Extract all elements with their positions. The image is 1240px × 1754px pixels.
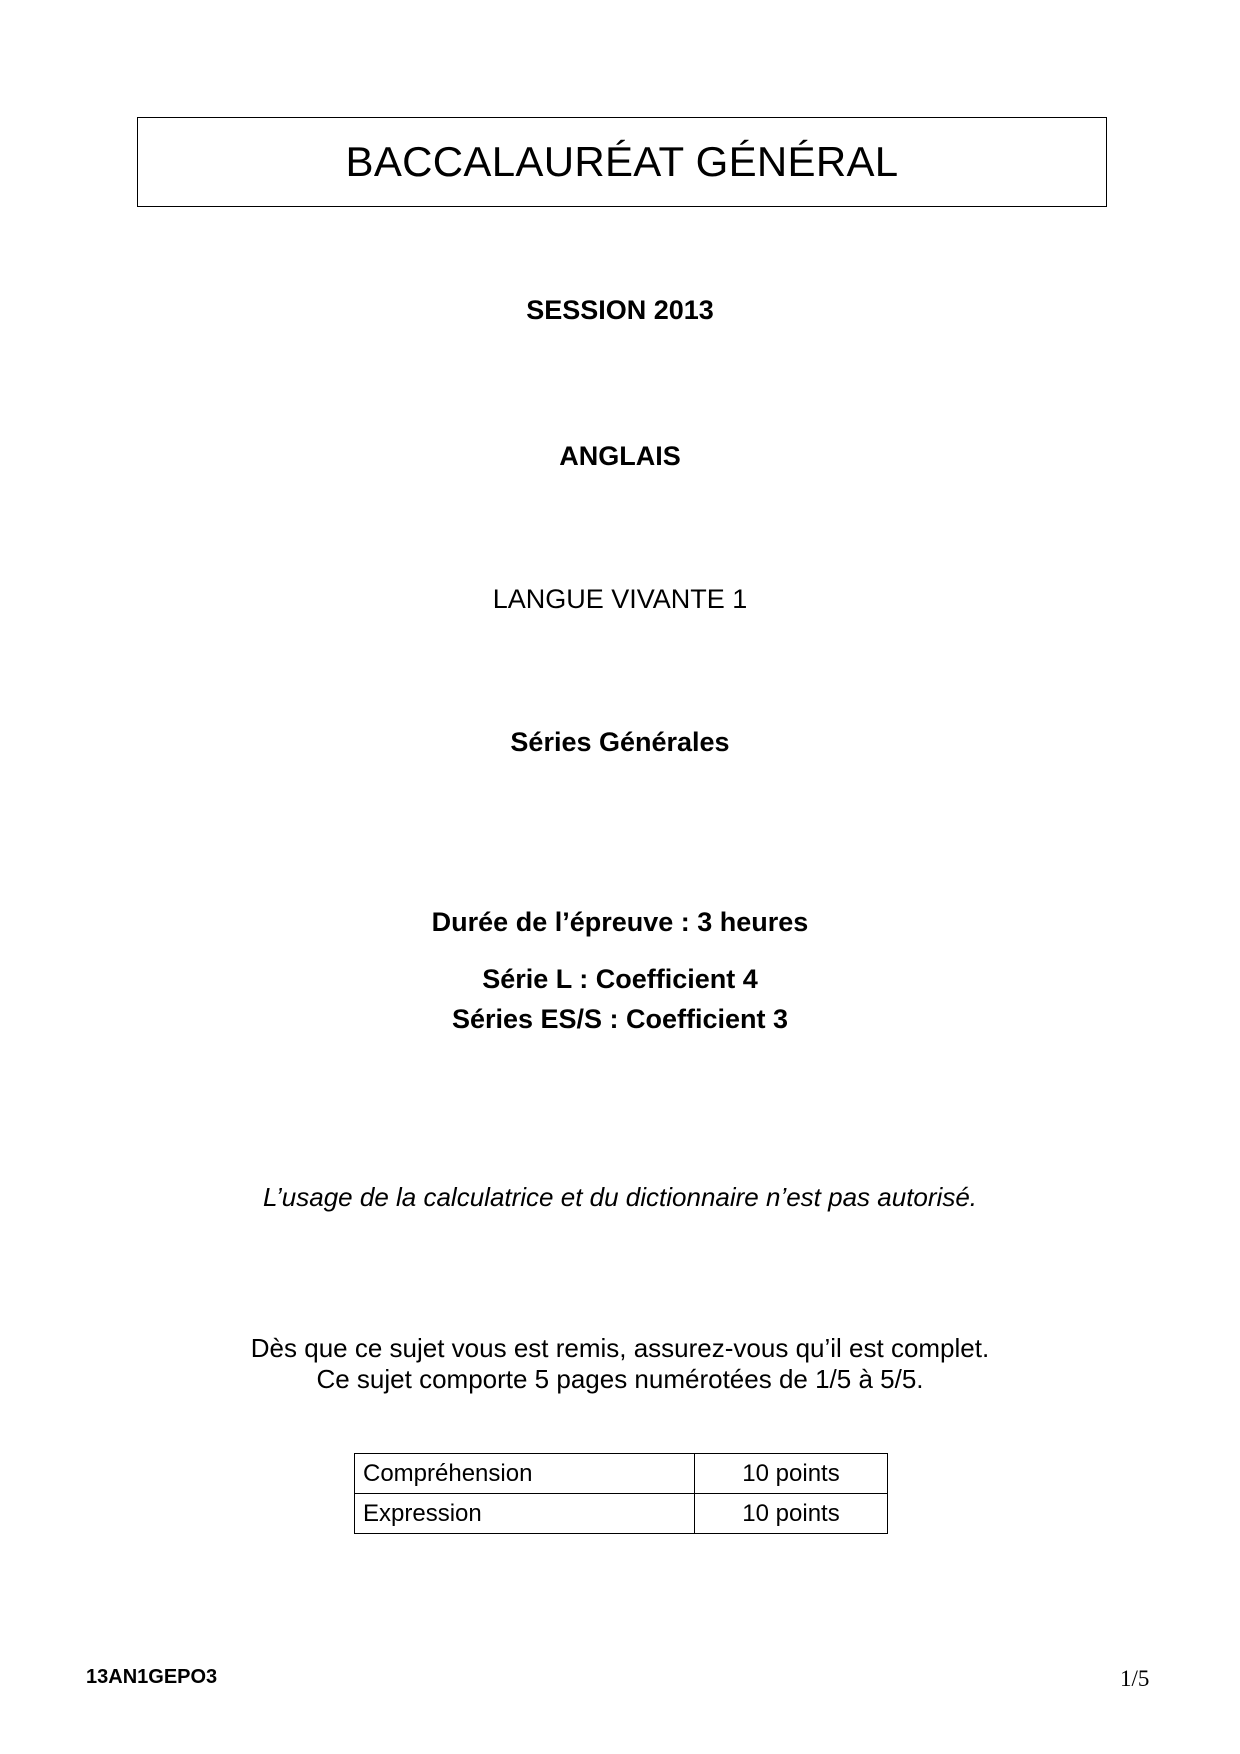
points-value-expression: 10 points: [695, 1494, 888, 1534]
document-code: 13AN1GEPO3: [86, 1666, 218, 1688]
subject-heading: ANGLAIS: [559, 441, 681, 471]
points-table: [354, 1453, 888, 1534]
completeness-line-2: Ce sujet comporte 5 pages numérotées de 1/5 à 5/5.: [316, 1364, 924, 1394]
coefficient-series-es-s: Séries ES/S : Coefficient 3: [451, 1004, 789, 1034]
page-title: BACCALAURÉAT GÉNÉRAL: [345, 138, 899, 185]
duration-line: Durée de l’épreuve : 3 heures: [431, 907, 809, 937]
table-row: [355, 1454, 888, 1494]
coefficient-serie-l: Série L : Coefficient 4: [482, 964, 758, 994]
series-heading: Séries Générales: [510, 727, 730, 757]
points-value-comprehension: 10 points: [695, 1454, 888, 1494]
table-row: [355, 1494, 888, 1534]
completeness-line-1: Dès que ce sujet vous est remis, assurez-vous qu’il est complet.: [250, 1333, 990, 1363]
session-heading: SESSION 2013: [526, 295, 714, 325]
calculator-notice: L’usage de la calculatrice et du dictionnaire n’est pas autorisé.: [263, 1182, 977, 1212]
page-number: 1/5: [1120, 1666, 1150, 1691]
title-box: [137, 117, 1107, 207]
language-level: LANGUE VIVANTE 1: [492, 584, 748, 614]
points-label-comprehension: Compréhension: [355, 1454, 695, 1494]
points-label-expression: Expression: [355, 1494, 695, 1534]
